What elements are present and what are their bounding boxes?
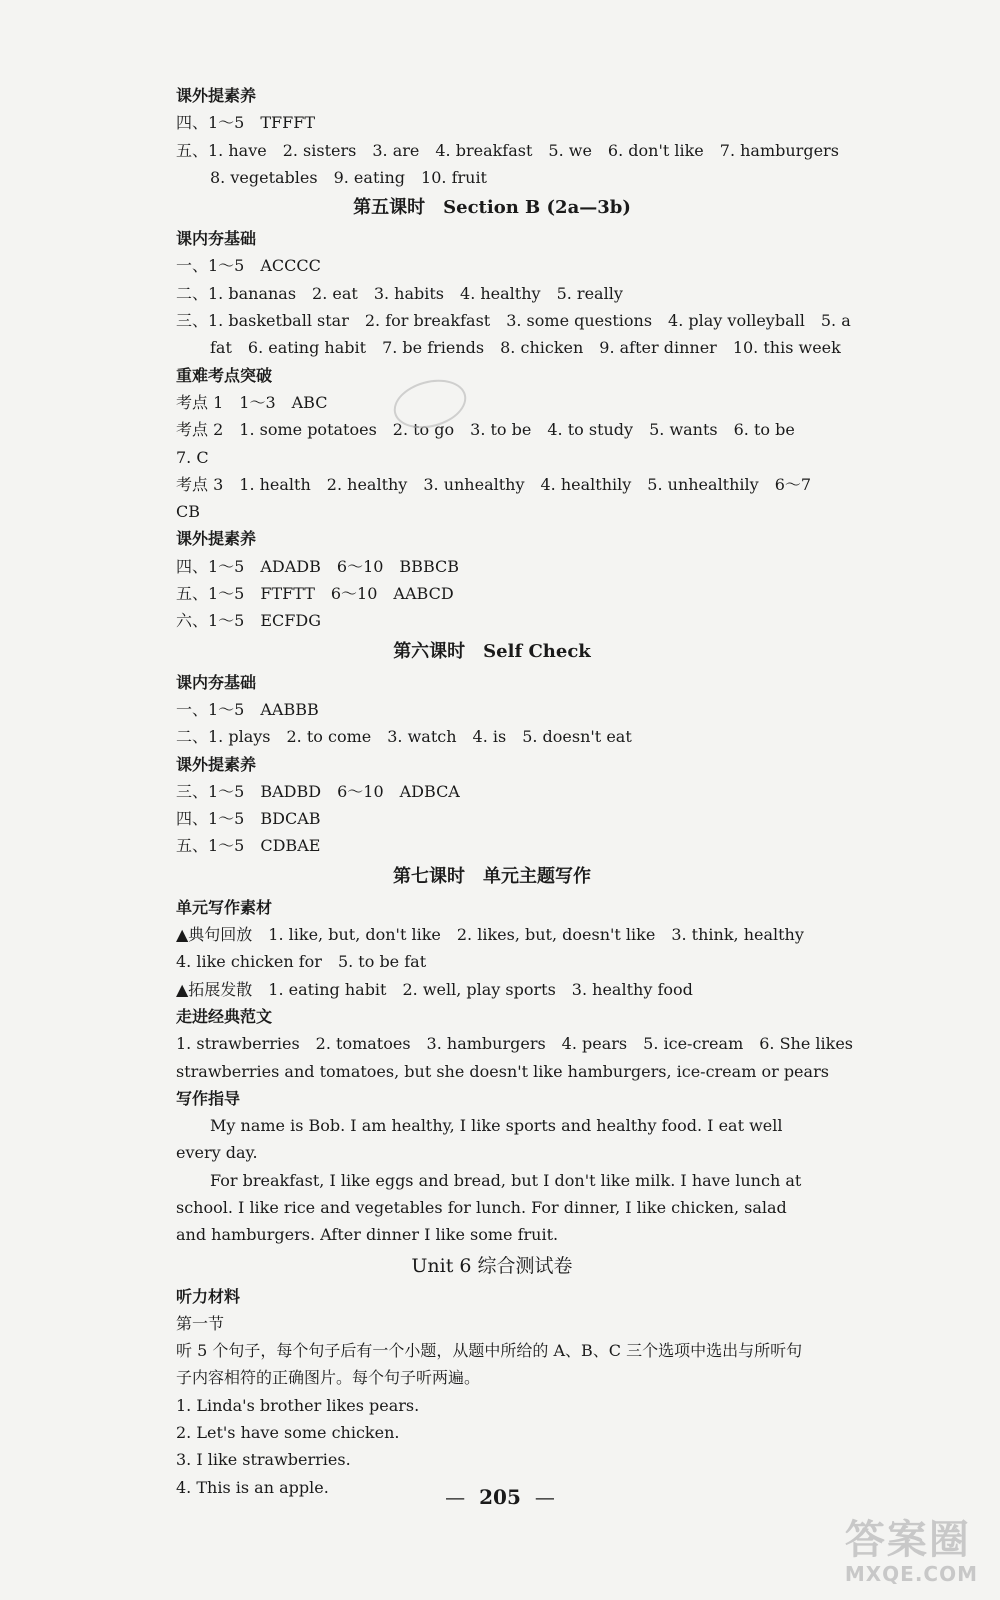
section-heading: 重难考点突破 (176, 365, 273, 385)
answer-line: 2. Let's have some chicken. (176, 1423, 400, 1443)
answer-line: ▲拓展发散 1. eating habit 2. well, play sports 3. healthy food (176, 979, 693, 999)
answer-line: 一、1～5 ACCCC (176, 256, 321, 276)
answer-line: 四、1～5 TFFFT (176, 113, 316, 133)
answer-line: 第一节 (176, 1313, 225, 1333)
answer-line: 7. C (176, 447, 209, 467)
answer-line: fat 6. eating habit 7. be friends 8. chicken 9. after dinner 10. this week (210, 338, 841, 358)
answer-line: 4. This is an apple. (176, 1477, 329, 1497)
answer-line: strawberries and tomatoes, but she doesn't like hamburgers, ice-cream or pears (176, 1061, 829, 1081)
essay-paragraph: For breakfast, I like eggs and bread, but I don't like milk. I have lunch at school. I like rice and vegetables for lunch. For dinner, I like chicken, salad and hamburgers. After dinner I like some fruit. (176, 1170, 802, 1245)
answer-line: 8. vegetables 9. eating 10. fruit (210, 167, 487, 187)
section-heading: 写作指导 (176, 1088, 241, 1108)
answer-line: 1. strawberries 2. tomatoes 3. hamburgers 4. pears 5. ice-cream 6. She likes (176, 1034, 854, 1054)
section-heading: 课外提素养 (176, 754, 257, 774)
answer-line: 3. I like strawberries. (176, 1450, 351, 1470)
page-number: — 205 — (445, 1485, 555, 1509)
section-heading: 课外提素养 (176, 529, 257, 549)
answer-line: 四、1～5 BDCAB (176, 809, 321, 829)
answer-line: 听 5 个句子，每个句子后有一个小题，从题中所给的 A、B、C 三个选项中选出与所听句子内容相符的正确图片。每个句子听两遍。 (176, 1341, 803, 1388)
answer-line: 二、1. plays 2. to come 3. watch 4. is 5. doesn't eat (176, 727, 632, 747)
lesson-title: 第七课时 单元主题写作 (393, 865, 591, 887)
site-watermark (845, 1518, 978, 1586)
answer-line: 四、1～5 ADADB 6～10 BBBCB (176, 556, 459, 576)
section-heading: 课内夯基础 (176, 229, 257, 249)
watermark-url: MXQE.COM (844, 1562, 978, 1586)
answer-line: 一、1～5 AABBB (176, 699, 319, 719)
answer-line: 二、1. bananas 2. eat 3. habits 4. healthy 5. really (176, 283, 623, 303)
answer-line: ▲典句回放 1. like, but, don't like 2. likes, but, doesn't like 3. think, healthy (176, 925, 804, 945)
answer-line: 4. like chicken for 5. to be fat (176, 952, 427, 972)
section-heading: 单元写作素材 (176, 897, 273, 917)
section-heading: 走进经典范文 (176, 1006, 273, 1026)
answer-line: 考点 2 1. some potatoes 2. to go 3. to be 4. to study 5. wants 6. to be (176, 420, 795, 440)
section-heading: 听力材料 (176, 1286, 241, 1306)
page-number-text: 205 (479, 1485, 521, 1509)
answer-line: CB (176, 502, 200, 522)
lesson-title: 第六课时 Self Check (393, 640, 591, 662)
answer-line: 三、1～5 BADBD 6～10 ADBCA (176, 781, 460, 801)
answer-line: 考点 3 1. health 2. healthy 3. unhealthy 4. healthily 5. unhealthily 6～7 (176, 474, 812, 494)
essay-paragraph: My name is Bob. I am healthy, I like sports and healthy food. I eat well every day. (176, 1116, 783, 1163)
answer-line: 1. Linda's brother likes pears. (176, 1395, 420, 1415)
watermark-cn: 答案圈 (844, 1517, 971, 1563)
answer-page-content (176, 82, 854, 1501)
answer-line: 五、1. have 2. sisters 3. are 4. breakfast 5. we 6. don't like 7. hamburgers (176, 140, 839, 160)
answer-line: 考点 1 1～3 ABC (176, 392, 328, 412)
answer-line: 五、1～5 FTFTT 6～10 AABCD (176, 584, 454, 604)
unit-title: Unit 6 综合测试卷 (411, 1254, 573, 1277)
answer-line: 五、1～5 CDBAE (176, 836, 321, 856)
section-heading: 课内夯基础 (176, 672, 257, 692)
section-heading: 课外提素养 (176, 86, 257, 105)
lesson-title: 第五课时 Section B (2a—3b) (353, 197, 631, 219)
answer-line: 三、1. basketball star 2. for breakfast 3. some questions 4. play volleyball 5. a (176, 311, 851, 331)
answer-line: 六、1～5 ECFDG (176, 611, 321, 631)
